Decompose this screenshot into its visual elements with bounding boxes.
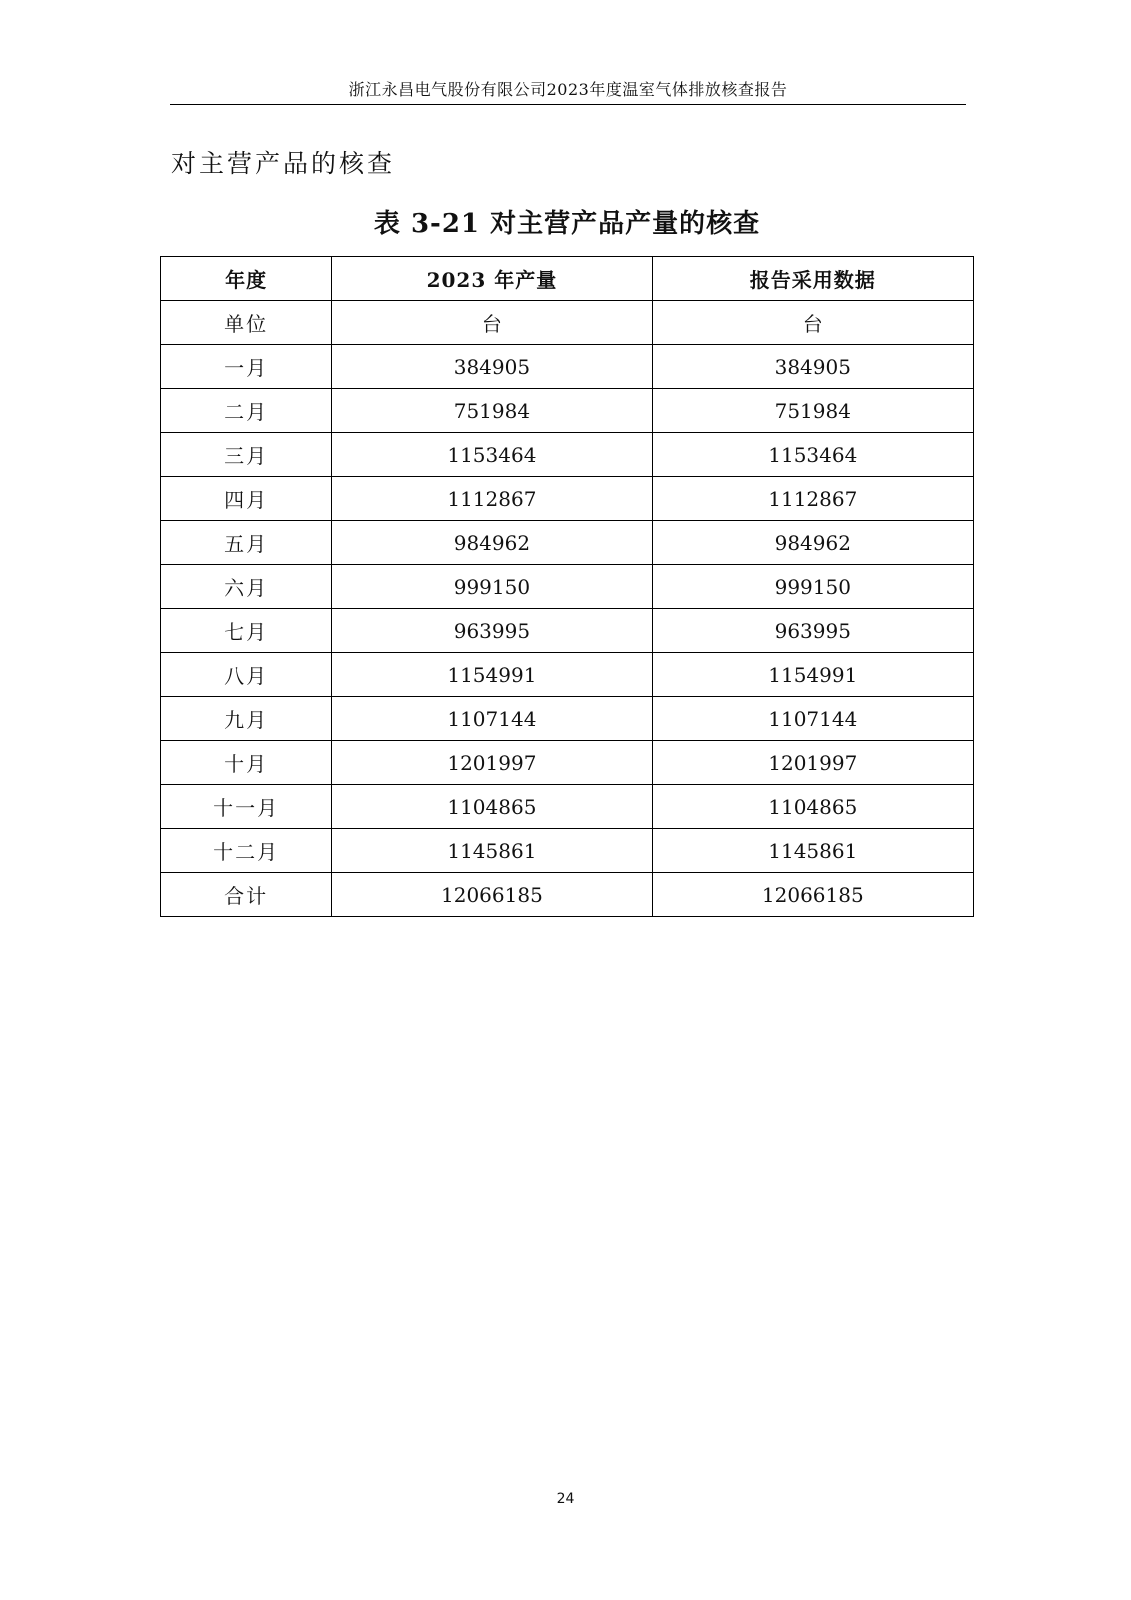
row-label: 十二月 — [161, 829, 332, 873]
header-rule — [170, 104, 966, 105]
reported-value: 984962 — [652, 521, 973, 565]
table-row — [161, 741, 974, 785]
production-value: 12066185 — [332, 873, 652, 917]
production-value: 1104865 — [332, 785, 652, 829]
row-label: 四月 — [161, 477, 332, 521]
row-label: 十月 — [161, 741, 332, 785]
production-value: 1201997 — [332, 741, 652, 785]
production-value: 984962 — [332, 521, 652, 565]
table-row — [161, 301, 974, 345]
row-label: 单位 — [161, 301, 332, 345]
row-label: 合计 — [161, 873, 332, 917]
row-label: 七月 — [161, 609, 332, 653]
header-production-2023: 2023 年产量 — [332, 257, 652, 301]
table-caption: 表 3-21 对主营产品产量的核查 — [373, 209, 761, 239]
row-label: 五月 — [161, 521, 332, 565]
table-row — [161, 521, 974, 565]
reported-value: 384905 — [652, 345, 973, 389]
production-value: 1107144 — [332, 697, 652, 741]
table-row — [161, 389, 974, 433]
reported-value: 1112867 — [652, 477, 973, 521]
reported-value: 963995 — [652, 609, 973, 653]
production-value: 1153464 — [332, 433, 652, 477]
page-number: 24 — [556, 1491, 575, 1507]
production-value: 751984 — [332, 389, 652, 433]
section-heading: 对主营产品的核查 — [171, 149, 396, 178]
production-table — [160, 256, 974, 917]
reported-value: 1201997 — [652, 741, 973, 785]
reported-value: 1153464 — [652, 433, 973, 477]
row-label: 一月 — [161, 345, 332, 389]
row-label: 八月 — [161, 653, 332, 697]
table-row — [161, 433, 974, 477]
production-value: 963995 — [332, 609, 652, 653]
table-header-row — [161, 257, 974, 301]
reported-value: 1104865 — [652, 785, 973, 829]
row-label: 三月 — [161, 433, 332, 477]
row-label: 十一月 — [161, 785, 332, 829]
table-row — [161, 609, 974, 653]
production-value: 384905 — [332, 345, 652, 389]
header-year: 年度 — [161, 257, 332, 301]
row-label: 九月 — [161, 697, 332, 741]
running-header: 浙江永昌电气股份有限公司2023年度温室气体排放核查报告 — [348, 80, 788, 99]
production-value: 台 — [332, 301, 652, 345]
reported-value: 1145861 — [652, 829, 973, 873]
production-value: 1145861 — [332, 829, 652, 873]
table-row — [161, 565, 974, 609]
table-row — [161, 345, 974, 389]
reported-value: 1154991 — [652, 653, 973, 697]
production-value: 1112867 — [332, 477, 652, 521]
reported-value: 999150 — [652, 565, 973, 609]
table-row — [161, 477, 974, 521]
reported-value: 12066185 — [652, 873, 973, 917]
reported-value: 台 — [652, 301, 973, 345]
table-row — [161, 653, 974, 697]
production-value: 1154991 — [332, 653, 652, 697]
table-total-row — [161, 873, 974, 917]
production-value: 999150 — [332, 565, 652, 609]
table-row — [161, 785, 974, 829]
table-row — [161, 697, 974, 741]
table-row — [161, 829, 974, 873]
reported-value: 751984 — [652, 389, 973, 433]
reported-value: 1107144 — [652, 697, 973, 741]
row-label: 二月 — [161, 389, 332, 433]
row-label: 六月 — [161, 565, 332, 609]
header-reported-data: 报告采用数据 — [652, 257, 973, 301]
